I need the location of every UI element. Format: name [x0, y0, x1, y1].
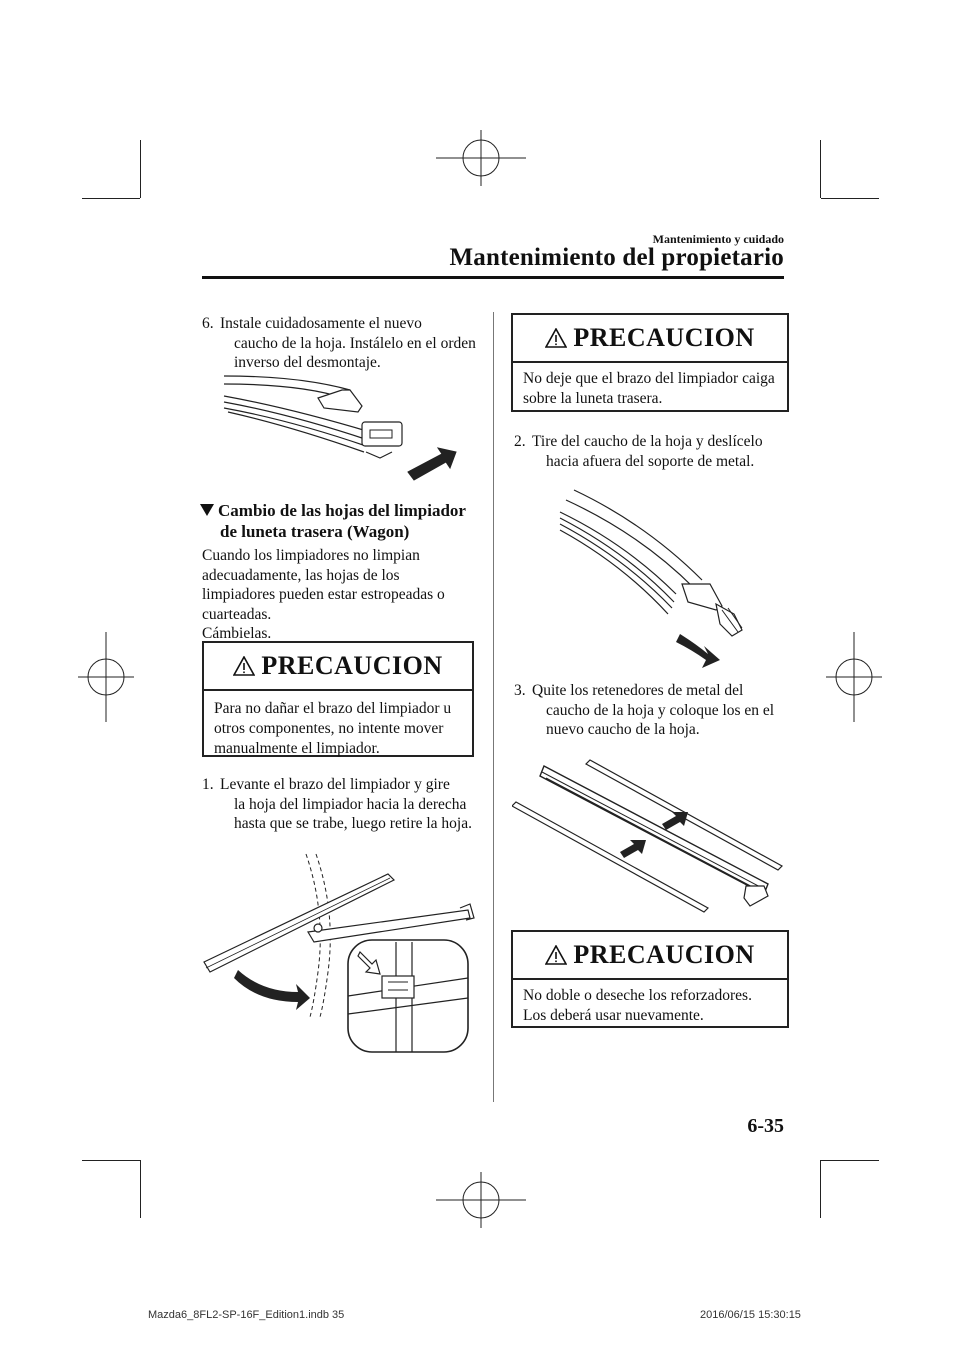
- step-number: 2.: [514, 433, 526, 450]
- caution-title: PRECAUCION: [204, 651, 472, 681]
- footer-timestamp: 2016/06/15 15:30:15: [700, 1309, 801, 1321]
- caution-title: PRECAUCION: [513, 323, 787, 353]
- step-text: Instale cuidadosamente el nuevo caucho de la hoja. Instálelo en el orden inverso del desmontaje.: [220, 315, 476, 371]
- caution-box-right-bottom: [511, 930, 789, 1028]
- footer-file: Mazda6_8FL2-SP-16F_Edition1.indb 35: [148, 1309, 345, 1321]
- page-number: 6-35: [747, 1115, 784, 1137]
- header-rule: [202, 276, 784, 279]
- section-heading-rear-wiper: [200, 500, 490, 544]
- caution-title: PRECAUCION: [513, 940, 787, 970]
- step-number: 1.: [202, 776, 214, 793]
- registration-mark-bottom: [436, 1172, 526, 1228]
- step-text: Levante el brazo del limpiador y gire la hoja del limpiador hacia la derecha hasta que se trabe, luego retire la hoja.: [220, 776, 472, 832]
- registration-mark-top: [436, 130, 526, 186]
- page-title: Mantenimiento del propietario: [449, 244, 784, 271]
- caution-divider: [513, 361, 787, 363]
- warning-icon: [545, 328, 567, 348]
- caution-box-right-top: [511, 313, 789, 412]
- step-text: Quite los retenedores de metal del caucho de la hoja y coloque los en el nuevo caucho de la hoja.: [532, 682, 775, 738]
- warning-icon: [233, 656, 255, 676]
- column-divider: [493, 312, 494, 1102]
- registration-mark-left: [78, 632, 134, 722]
- step-text: Tire del caucho de la hoja y deslícelo hacia afuera del soporte de metal.: [532, 433, 763, 470]
- section-heading-line1: Cambio de las hojas del limpiador: [218, 501, 466, 520]
- warning-icon: [545, 945, 567, 965]
- caution-text: No doble o deseche los reforzadores. Los deberá usar nuevamente.: [523, 987, 752, 1024]
- step-3: [514, 681, 790, 743]
- wiper-blade-install-illustration: [220, 368, 480, 488]
- step-number: 6.: [202, 315, 214, 332]
- blade-rubber-slide-illustration: [556, 484, 756, 676]
- header-section-label: Mantenimiento y cuidado: [652, 232, 784, 246]
- caution-text: No deje que el brazo del limpiador caiga sobre la luneta trasera.: [523, 370, 775, 407]
- section-heading-line2: de luneta trasera (Wagon): [220, 522, 410, 541]
- caution-divider: [204, 689, 472, 691]
- step-6: [202, 314, 487, 376]
- triangle-down-icon: [200, 504, 214, 516]
- wiper-arm-rotate-illustration: [198, 852, 476, 1058]
- registration-mark-right: [826, 632, 882, 722]
- metal-retainer-illustration: [512, 756, 792, 916]
- intro-paragraph: Cuando los limpiadores no limpian adecuadamente, las hojas de los limpiadores pueden estar estropeadas o cuarteadas. Cámbielas.: [202, 547, 445, 642]
- caution-text: Para no dañar el brazo del limpiador u otros componentes, no intente mover manualmente el limpiador.: [214, 700, 452, 757]
- caution-box-left: [202, 641, 474, 757]
- caution-divider: [513, 978, 787, 980]
- step-number: 3.: [514, 682, 526, 699]
- step-1: [202, 775, 487, 837]
- step-2: [514, 432, 790, 474]
